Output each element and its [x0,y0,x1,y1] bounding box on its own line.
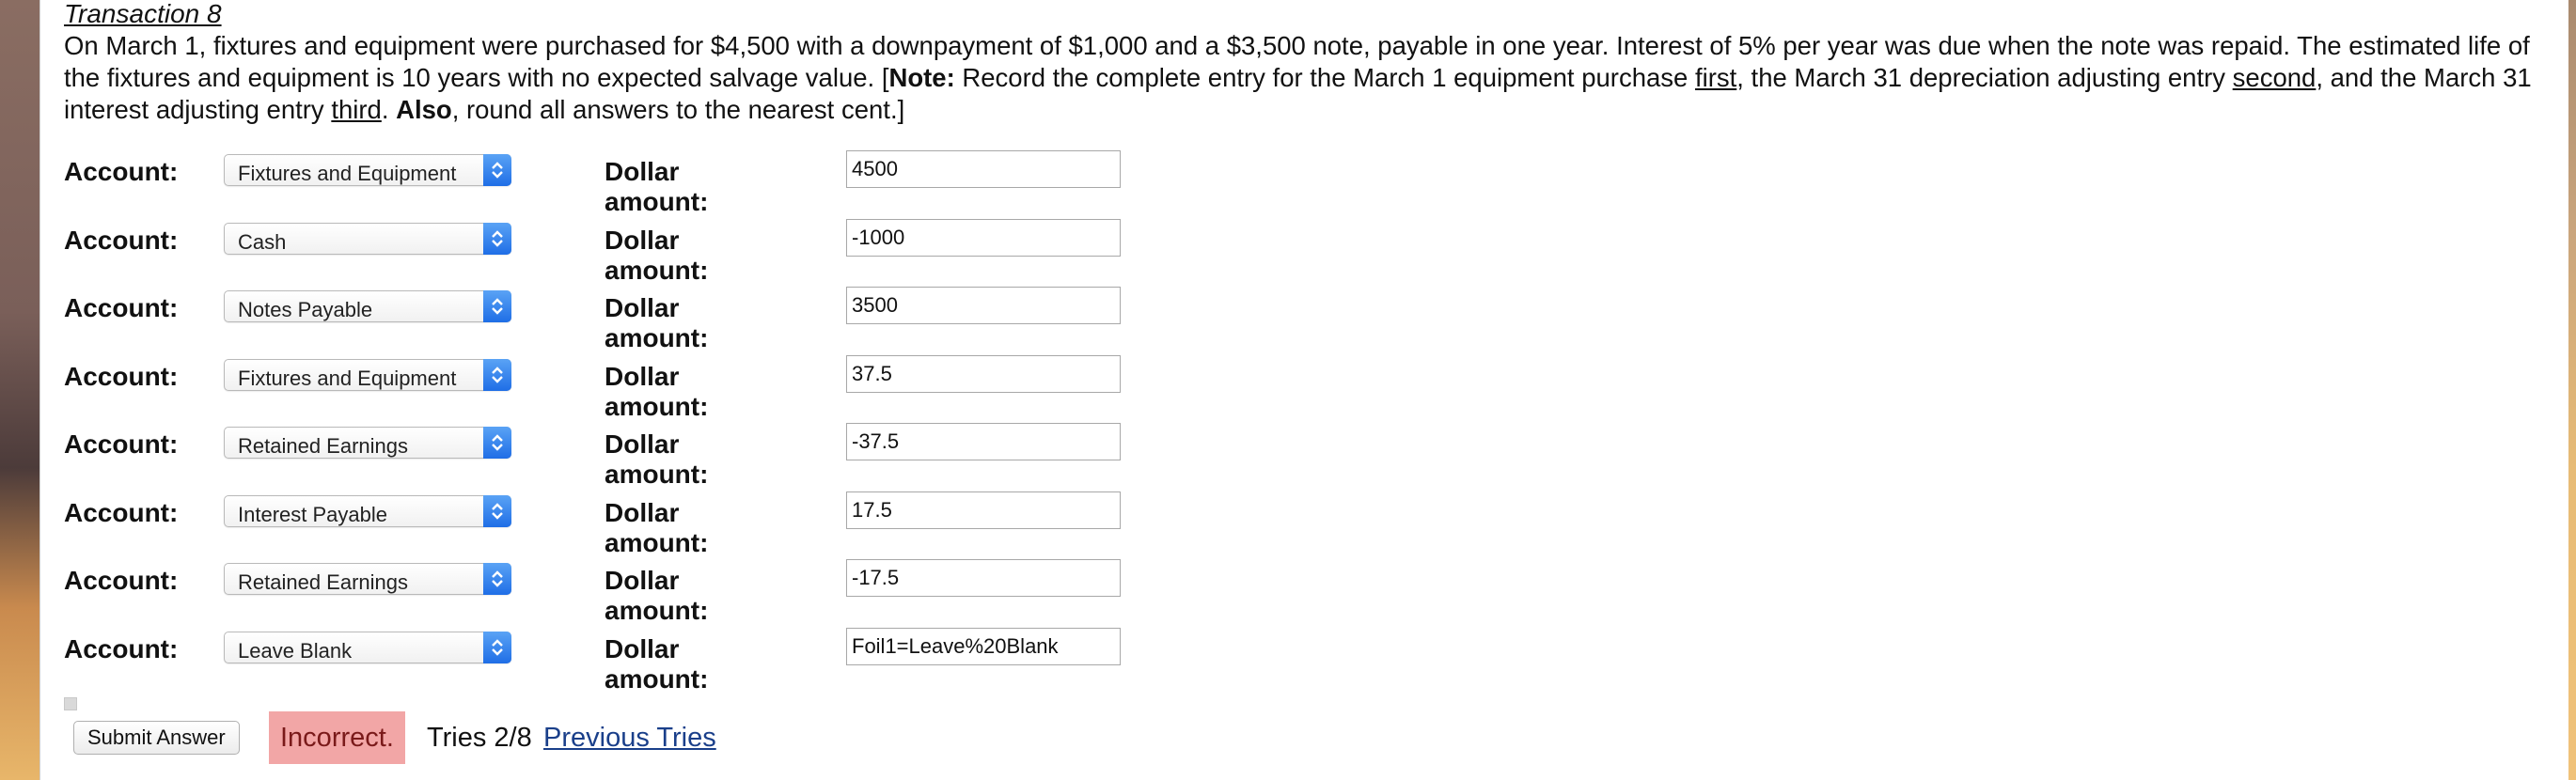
account-label: Account: [64,293,179,322]
problem-text [64,30,2555,126]
account-label: Account: [64,225,179,255]
up-down-chevron-icon[interactable] [483,223,511,255]
third-emphasis: third [331,95,382,124]
dollar-amount-input[interactable] [846,423,1121,460]
up-down-chevron-icon[interactable] [483,290,511,322]
dollar-amount-label: Dollar amount: [605,497,709,557]
account-select[interactable] [224,359,511,391]
problem-text-part3: , the March 31 depreciation adjusting entry [1736,63,2233,92]
account-select-value: Leave Blank [238,638,353,663]
up-down-chevron-icon[interactable] [483,359,511,391]
account-select[interactable] [224,154,511,186]
account-select[interactable] [224,563,511,595]
dollar-amount-input[interactable] [846,628,1121,665]
account-select-value: Fixtures and Equipment [238,162,457,185]
account-label: Account: [64,361,179,391]
account-label: Account: [64,157,179,186]
desktop-wallpaper-left [0,0,39,780]
account-label: Account: [64,566,179,595]
account-select-value: Retained Earnings [238,570,409,594]
problem-text-part2: Record the complete entry for the March 1 equipment purchase [954,63,1695,92]
previous-tries-link[interactable]: Previous Tries [543,723,716,753]
account-select[interactable] [224,290,511,322]
transaction-title: Transaction 8 [64,0,222,28]
answer-footer [73,711,919,764]
dollar-amount-label: Dollar amount: [605,225,709,285]
submit-answer-button[interactable]: Submit Answer [73,721,240,755]
account-label: Account: [64,633,179,663]
dollar-amount-input[interactable] [846,491,1121,529]
account-select[interactable] [224,223,511,255]
problem-text-part1: On March 1, fixtures and equipment were purchased for $4,500 with a downpayment of $1,000 and a $3,500 note, payable in one year. Interest of 5% per year was due when the note was repaid. The estimated life of the fixtures and equipment is 10 years with no expected salvage value. [ [64,31,2530,92]
dollar-amount-input[interactable] [846,150,1121,188]
tries-counter: Tries 2/8 [427,723,532,753]
also-label: Also [396,95,452,124]
dollar-amount-label: Dollar amount: [605,361,709,421]
account-label: Account: [64,497,179,527]
account-select-value: Cash [238,229,287,254]
status-badge: Incorrect. [269,711,405,764]
dollar-amount-label: Dollar amount: [605,633,709,694]
dollar-amount-input[interactable] [846,287,1121,324]
problem-panel [64,0,2555,753]
account-select-value: Fixtures and Equipment [238,366,457,390]
account-select-value: Notes Payable [238,298,373,321]
dollar-amount-input[interactable] [846,559,1121,597]
problem-text-part4: , and the March 31 interest adjusting entry [64,63,2532,124]
up-down-chevron-icon[interactable] [483,427,511,459]
account-select[interactable] [224,632,511,663]
dollar-amount-label: Dollar amount: [605,293,709,352]
account-select[interactable] [224,427,511,459]
up-down-chevron-icon[interactable] [483,563,511,595]
dollar-amount-input[interactable] [846,355,1121,393]
account-select-value: Retained Earnings [238,434,409,458]
dollar-amount-label: Dollar amount: [605,566,709,625]
second-emphasis: second [2232,63,2317,92]
note-label: Note: [888,63,955,92]
dollar-amount-label: Dollar amount: [605,429,709,489]
loading-indicator [64,697,77,710]
up-down-chevron-icon[interactable] [483,154,511,186]
first-emphasis: first [1694,63,1737,92]
up-down-chevron-icon[interactable] [483,495,511,527]
up-down-chevron-icon[interactable] [483,632,511,663]
account-label: Account: [64,429,179,459]
desktop-wallpaper-right [2568,0,2576,780]
account-select-value: Interest Payable [238,502,387,526]
problem-text-part6: , round all answers to the nearest cent.] [451,95,905,124]
problem-text-part5: . [381,95,397,124]
account-select[interactable] [224,495,511,527]
dollar-amount-label: Dollar amount: [605,157,709,216]
dollar-amount-input[interactable] [846,219,1121,257]
